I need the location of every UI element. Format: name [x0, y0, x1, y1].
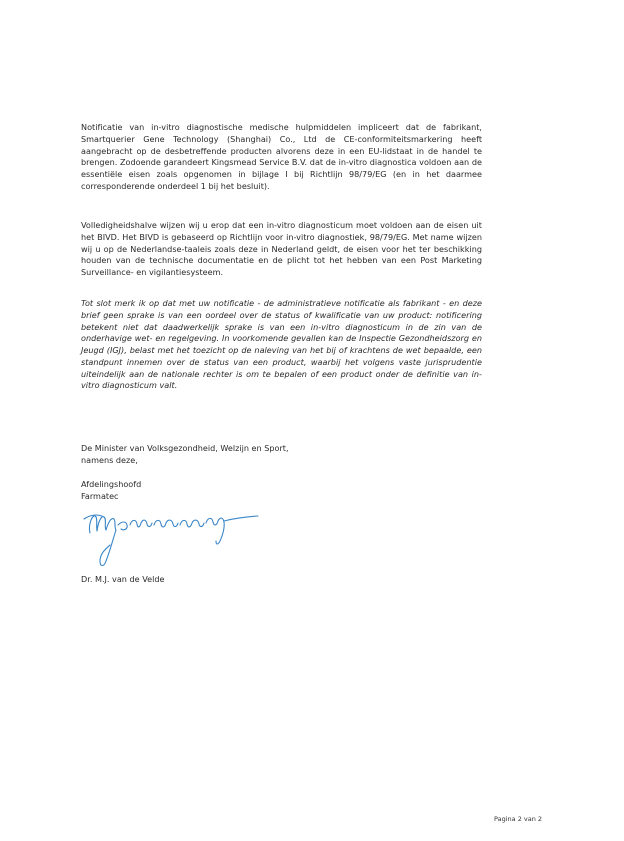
paragraph-notification: Notificatie van in-vitro diagnostische medische hulpmiddelen impliceert dat de fabrikant, Smartquerier Gene Technology (Shanghai) Co., Ltd de CE-conformiteitsmarkering heeft aangebracht op de desbetreffende producten alvorens deze in een EU-lidstaat in de handel te brengen. Zodoende garandeert Kingsmead Service B.V. dat de in-vitro diagnostica voldoen aan de essentiële eisen zoals opgenomen in bijlage I bij Richtlijn 98/79/EG (en in het daarmee corresponderende onderdeel 1 bij het besluit). [81, 122, 482, 191]
department-name: Farmatec [81, 491, 119, 501]
paragraph-conclusion: Tot slot merk ik op dat met uw notificatie - de administratieve notificatie als fabrikant - en deze brief geen sprake is van een oordeel over de status of kwalificatie van uw product: notificering betekent niet dat daadwerkelijk sprake is van een in-vitro diagnosticum in de zin van de onderhavige wet- en regelgeving. In voorkomende gevallen kan de Inspectie Gezondheidszorg en Jeugd (IGJ), belast met het toezicht op de naleving van het bij of krachtens de wet bepaalde, een standpunt innemen over de status van een product, waarbij het volgens vaste jurisprudentie uiteindelijk aan de nationale rechter is om te bepalen of een product onder de definitie van in-vitro diagnosticum valt. [81, 298, 482, 391]
handwritten-signature [82, 505, 262, 571]
closing-on-behalf: namens deze, [81, 455, 138, 465]
department-title: Afdelingshoofd [81, 479, 142, 489]
signer-name: Dr. M.J. van de Velde [81, 574, 165, 584]
paragraph-completeness: Volledigheidshalve wijzen wij u erop dat een in-vitro diagnosticum moet voldoen aan de eisen uit het BIVD. Het BIVD is gebaseerd op Richtlijn voor in-vitro diagnostiek, 98/79/EG. Met name wijzen wij u op de Nederlandse-taaleis zoals deze in Nederland geldt, de eisen voor het ter beschikking houden van de technische documentatie en de plicht tot het hebben van een Post Marketing Surveillance- en vigilantiesysteem. [81, 220, 482, 277]
closing-minister: De Minister van Volksgezondheid, Welzijn en Sport, [81, 443, 289, 453]
page-number: Pagina 2 van 2 [494, 815, 543, 823]
